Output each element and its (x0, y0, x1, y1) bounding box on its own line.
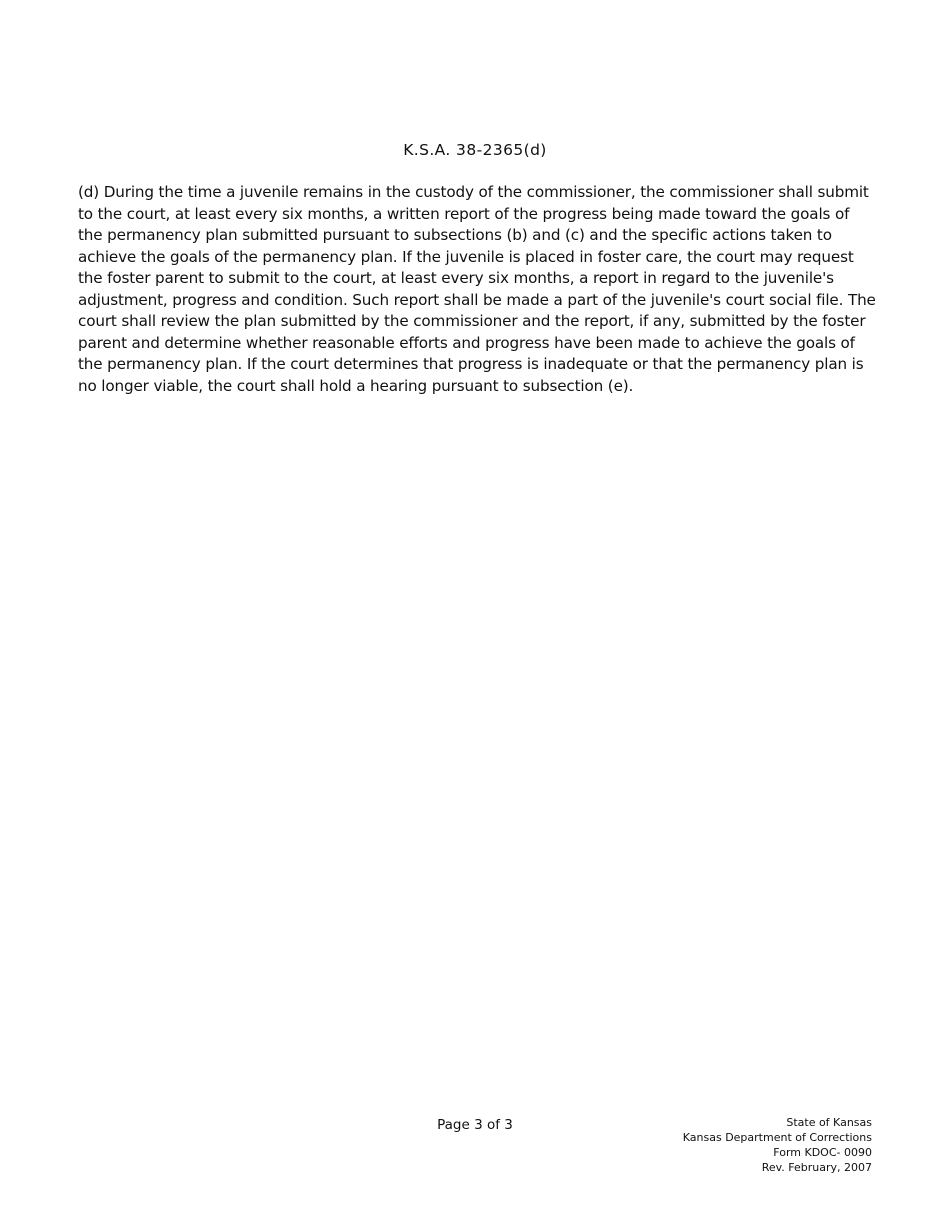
page-number: Page 3 of 3 (437, 1117, 513, 1133)
agency-revision-date: Rev. February, 2007 (761, 1161, 872, 1174)
agency-state: State of Kansas (786, 1116, 872, 1129)
agency-department: Kansas Department of Corrections (682, 1131, 872, 1144)
agency-info-block (572, 1115, 872, 1175)
agency-form-number: Form KDOC- 0090 (773, 1146, 872, 1159)
statute-paragraph: (d) During the time a juvenile remains in the custody of the commissioner, the commissioner shall submit to the court, at least every six months, a written report of the progress being made toward the goals of the permanency plan submitted pursuant to subsections (b) and (c) and the specific actions taken to achieve the goals of the permanency plan. If the juvenile is placed in foster care, the court may request the foster parent to submit to the court, at least every six months, a report in regard to the juvenile's adjustment, progress and condition. Such report shall be made a part of the juvenile's court social file. The court shall review the plan submitted by the commissioner and the report, if any, submitted by the foster parent and determine whether reasonable efforts and progress have been made to achieve the goals of the permanency plan. If the court determines that progress is inadequate or that the permanency plan is no longer viable, the court shall hold a hearing pursuant to subsection (e). (78, 183, 876, 395)
statute-title: K.S.A. 38-2365(d) (403, 141, 547, 159)
